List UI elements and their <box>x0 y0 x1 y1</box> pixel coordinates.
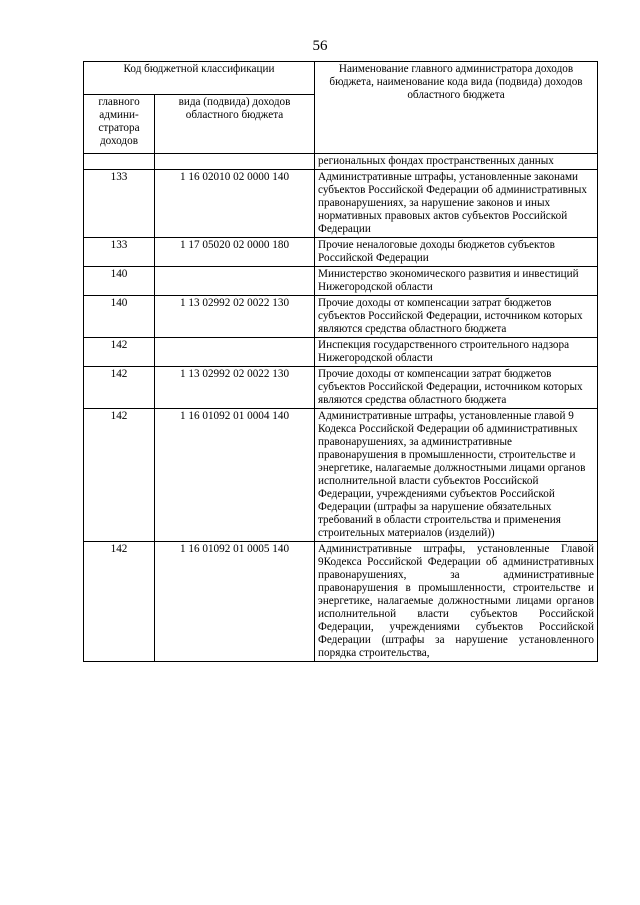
description-cell: Прочие неналоговые доходы бюджетов субъектов Российской Федерации <box>315 238 598 267</box>
income-code-cell: 1 13 02992 02 0022 130 <box>155 296 315 338</box>
budget-classification-table <box>83 61 598 662</box>
income-code-cell: 1 17 05020 02 0000 180 <box>155 238 315 267</box>
table-row <box>84 296 598 338</box>
header-main-administrator: главного админи-стратора доходов <box>84 95 155 154</box>
header-income-type: вида (подвида) доходов областного бюджета <box>155 95 315 154</box>
table-row <box>84 338 598 367</box>
admin-code-cell: 140 <box>84 267 155 296</box>
table-row <box>84 170 598 238</box>
income-code-cell <box>155 338 315 367</box>
admin-code-cell: 133 <box>84 170 155 238</box>
admin-code-cell: 142 <box>84 338 155 367</box>
header-administrator-name: Наименование главного администратора доходов бюджета, наименование кода вида (подвида) доходов областного бюджета <box>315 62 598 154</box>
table-row <box>84 238 598 267</box>
description-cell: Административные штрафы, установленные Главой 9Кодекса Российской Федерации об административных правонарушениях, за административные правонарушения в промышленности, строительстве и энергетике, налагаемые должностными лицами органов исполнительной власти субъектов Российской Федерации, учреждениями субъектов Российской Федерации (штрафы за нарушение установленного порядка строительства, <box>315 542 598 662</box>
income-code-cell <box>155 154 315 170</box>
description-cell: Инспекция государственного строительного надзора Нижегородской области <box>315 338 598 367</box>
header-budget-classification: Код бюджетной классификации <box>84 62 315 95</box>
admin-code-cell: 133 <box>84 238 155 267</box>
table-row <box>84 267 598 296</box>
page-number: 56 <box>312 38 328 54</box>
admin-code-cell: 142 <box>84 542 155 662</box>
admin-code-cell: 142 <box>84 409 155 542</box>
income-code-cell: 1 13 02992 02 0022 130 <box>155 367 315 409</box>
admin-code-cell: 140 <box>84 296 155 338</box>
table-row <box>84 542 598 662</box>
description-cell: Административные штрафы, установленные законами субъектов Российской Федерации об административных правонарушениях, за нарушение законов и иных нормативных правовых актов субъектов Российской Федерации <box>315 170 598 238</box>
table-header-row <box>84 62 598 95</box>
income-code-cell: 1 16 01092 01 0004 140 <box>155 409 315 542</box>
description-cell: Министерство экономического развития и инвестиций Нижегородской области <box>315 267 598 296</box>
description-cell: Прочие доходы от компенсации затрат бюджетов субъектов Российской Федерации, источником которых являются средства областного бюджета <box>315 367 598 409</box>
income-code-cell: 1 16 01092 01 0005 140 <box>155 542 315 662</box>
description-cell: региональных фондах пространственных данных <box>315 154 598 170</box>
description-cell: Административные штрафы, установленные главой 9 Кодекса Российской Федерации об административных правонарушениях, за административные правонарушения в промышленности, строительстве и энергетике, налагаемые должностными лицами органов исполнительной власти субъектов Российской Федерации, учреждениями субъектов Российской Федерации (штрафы за нарушение обязательных требований в области строительства и применения строительных материалов (изделий)) <box>315 409 598 542</box>
income-code-cell: 1 16 02010 02 0000 140 <box>155 170 315 238</box>
table-row <box>84 154 598 170</box>
income-code-cell <box>155 267 315 296</box>
admin-code-cell: 142 <box>84 367 155 409</box>
admin-code-cell <box>84 154 155 170</box>
table-row <box>84 367 598 409</box>
description-cell: Прочие доходы от компенсации затрат бюджетов субъектов Российской Федерации, источником которых являются средства областного бюджета <box>315 296 598 338</box>
table-row <box>84 409 598 542</box>
